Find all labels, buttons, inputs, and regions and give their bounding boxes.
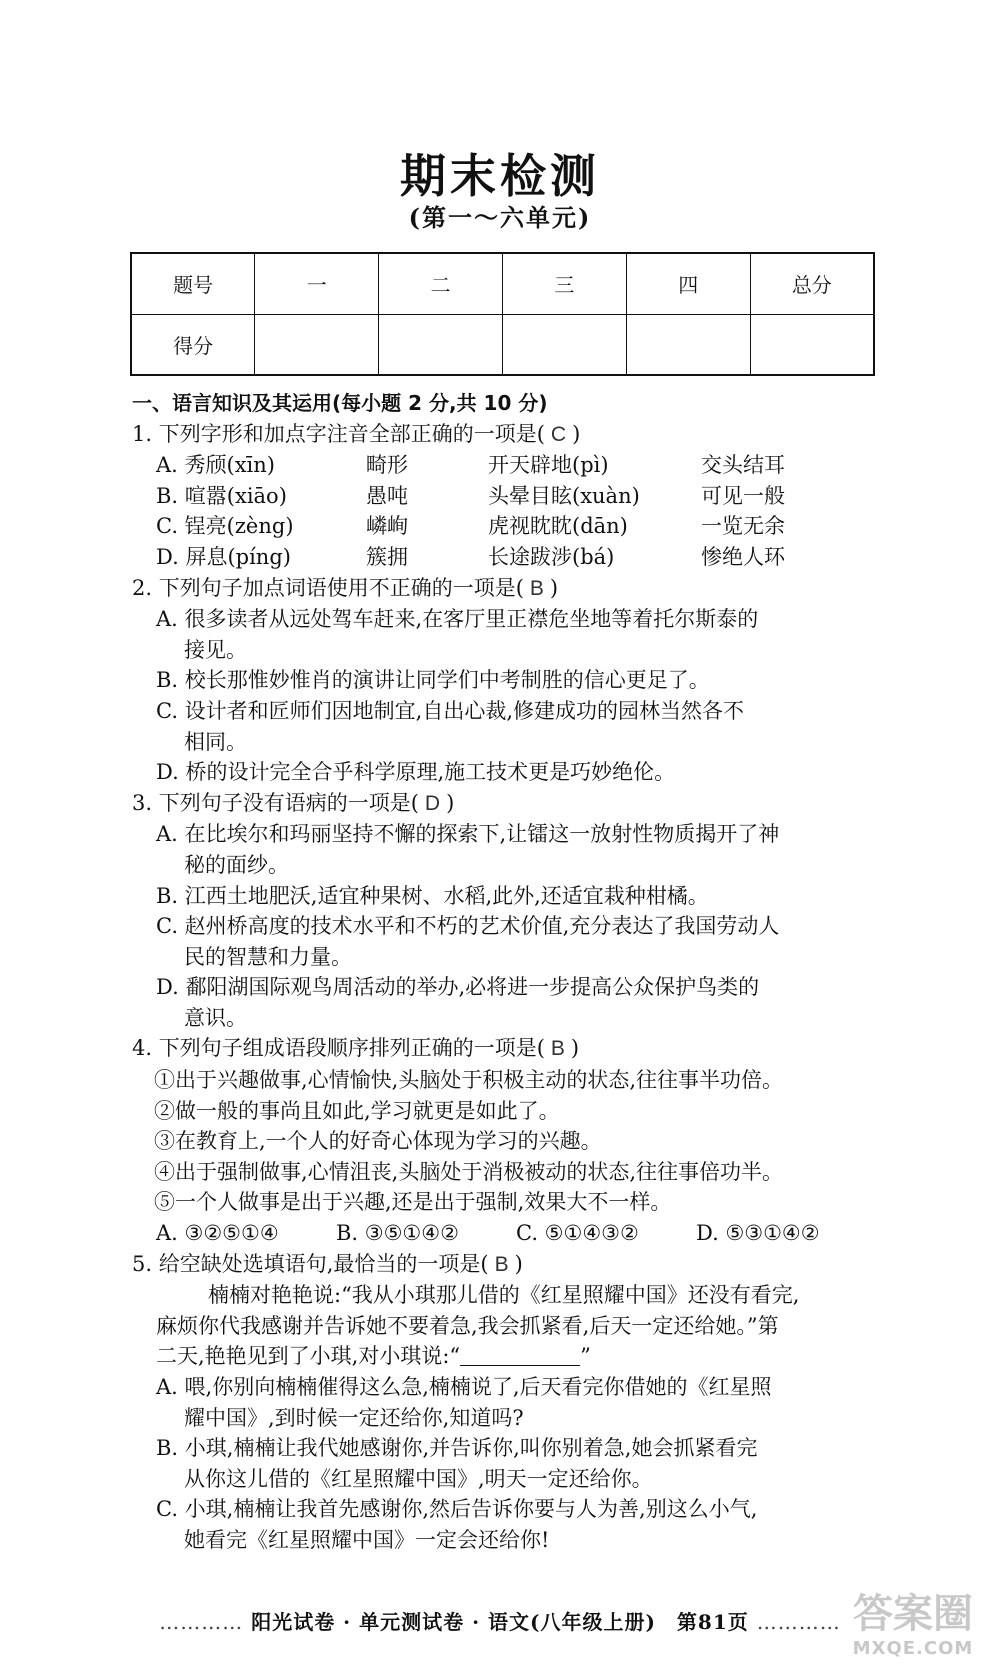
option-cell: A. 秀颀(xīn) [156, 453, 275, 478]
option-cell: 交头结耳 [701, 453, 785, 478]
score-table [130, 252, 875, 376]
score-table-header-row [131, 253, 874, 314]
score-input-cell[interactable] [750, 314, 874, 375]
stem-text: 5. 给空缺处选填语句,最恰当的一项是( [132, 1251, 489, 1276]
q3-option-d-cont: 意识。 [184, 1005, 247, 1030]
q2-option-c: C. 设计者和匠师们因地制宜,自出心裁,修建成功的园林当然各不 [156, 698, 745, 723]
q5-option-a: A. 喂,你别向楠楠催得这么急,楠楠说了,后天看完你借她的《红星照 [156, 1375, 772, 1399]
option-cell: 开天辟地(pì) [488, 453, 609, 478]
q1-option-row-a [132, 450, 882, 481]
q4-sentence-3: ③在教育上,一个人的好奇心体现为学习的兴趣。 [154, 1129, 602, 1154]
q2-option-c-cont: 相同。 [184, 729, 247, 754]
score-input-cell[interactable] [379, 314, 503, 375]
q3-option-d: D. 鄱阳湖国际观鸟周活动的举办,必将进一步提高公众保护鸟类的 [156, 975, 760, 1000]
option-cell: 可见一般 [701, 483, 785, 508]
stem-close: ) [549, 575, 559, 600]
answer-mark: B [550, 1037, 565, 1061]
stem-text: 1. 下列字形和加点字注音全部正确的一项是( [132, 421, 545, 446]
answer-mark: D [424, 791, 441, 815]
watermark-url: MXQE.COM [852, 1638, 974, 1659]
score-cell: 二 [379, 253, 503, 314]
score-cell: 总分 [750, 253, 874, 314]
q4-option: C. ⑤①④③② [516, 1221, 639, 1246]
option-cell: C. 锃亮(zèng) [156, 514, 294, 539]
question-1-stem [132, 419, 882, 451]
q3-option-c-cont: 民的智慧和力量。 [184, 944, 352, 969]
option-cell: D. 屏息(píng) [156, 544, 291, 569]
score-input-cell[interactable] [502, 314, 626, 375]
q5-passage-line-1: 楠楠对艳艳说:“我从小琪那儿借的《红星照耀中国》还没有看完, [208, 1283, 800, 1308]
score-input-cell[interactable] [626, 314, 750, 375]
option-cell: B. 喧嚣(xiāo) [156, 483, 287, 508]
page-title: 期末检测 [400, 149, 600, 203]
option-cell: 一览无余 [701, 514, 785, 539]
option-cell: 畸形 [366, 453, 408, 478]
q5-option-c: C. 小琪,楠楠让我首先感谢你,然后告诉你要与人为善,别这么小气, [156, 1497, 758, 1522]
watermark-text: 答案圈 [853, 1591, 973, 1637]
q5-passage-line-2: 麻烦你代我感谢并告诉她不要着急,我会抓紧看,后天一定还给她。”第 [156, 1313, 779, 1338]
q4-sentence-2: ②做一般的事尚且如此,学习就更是如此了。 [154, 1098, 560, 1123]
question-5-stem [132, 1249, 882, 1281]
stem-close: ) [570, 1036, 580, 1061]
stem-close: ) [514, 1251, 523, 1276]
q5-passage-line-3 [132, 1341, 882, 1372]
answer-blank[interactable] [460, 1345, 580, 1366]
answer-mark: C [550, 422, 567, 446]
footer-dots-right: ………… [756, 1610, 841, 1634]
q1-option-row-b [132, 481, 882, 512]
q1-option-row-c [132, 511, 882, 542]
stem-text: 2. 下列句子加点词语使用不正确的一项是( [132, 575, 524, 600]
question-2-stem [132, 573, 882, 605]
footer-dots-left: ………… [159, 1610, 244, 1634]
q4-options [132, 1218, 882, 1249]
score-input-cell[interactable] [255, 314, 379, 375]
answer-mark: B [529, 576, 544, 600]
q3-option-a: A. 在比埃尔和玛丽坚持不懈的探索下,让镭这一放射性物质揭开了神 [156, 822, 780, 847]
q4-sentence-4: ④出于强制做事,心情沮丧,头脑处于消极被动的状态,往往事倍功半。 [154, 1159, 784, 1184]
q3-option-b: B. 江西土地肥沃,适宜种果树、水稻,此外,还适宜栽种柑橘。 [156, 883, 709, 908]
exam-content [132, 388, 882, 1556]
score-cell: 三 [502, 253, 626, 314]
option-cell: 簇拥 [366, 544, 408, 569]
q2-option-a-cont: 接见。 [184, 637, 247, 662]
passage-text: 二天,艳艳见到了小琪,对小琪说:“ [156, 1344, 461, 1369]
section-heading: 一、语言知识及其运用(每小题 2 分,共 10 分) [132, 391, 548, 415]
score-cell: 四 [626, 253, 750, 314]
q5-option-a-cont: 耀中国》,到时候一定还给你,知道吗? [184, 1405, 524, 1430]
q2-option-b: B. 校长那惟妙惟肖的演讲让同学们中考制胜的信心更足了。 [156, 668, 710, 693]
q1-option-row-d [132, 542, 882, 573]
footer-text: 阳光试卷 · 单元测试卷 · 语文(八年级上册) 第81页 [251, 1610, 749, 1634]
watermark-logo [848, 1590, 978, 1670]
stem-text: 3. 下列句子没有语病的一项是( [132, 790, 419, 815]
score-cell: 一 [255, 253, 379, 314]
q4-option: A. ③②⑤①④ [156, 1221, 279, 1246]
q2-option-d: D. 桥的设计完全合乎科学原理,施工技术更是巧妙绝伦。 [156, 760, 676, 785]
stem-close: ) [446, 790, 455, 815]
option-cell: 虎视眈眈(dān) [488, 514, 628, 539]
q4-option: B. ③⑤①④② [336, 1221, 459, 1246]
passage-text: ” [580, 1344, 591, 1369]
q5-option-c-cont: 她看完《红星照耀中国》一定会还给你! [184, 1527, 550, 1552]
option-cell: 惨绝人环 [701, 544, 785, 569]
q3-option-a-cont: 秘的面纱。 [184, 852, 289, 877]
option-cell: 长途跋涉(bá) [488, 544, 615, 569]
q4-option: D. ⑤③①④② [696, 1221, 820, 1246]
stem-text: 4. 下列句子组成语段顺序排列正确的一项是( [132, 1036, 545, 1061]
option-cell: 嶙峋 [366, 514, 408, 539]
question-4-stem [132, 1033, 882, 1065]
q4-sentence-5: ⑤一个人做事是出于兴趣,还是出于强制,效果大不一样。 [154, 1190, 672, 1215]
page-subtitle: (第一～六单元) [408, 203, 592, 232]
option-cell: 头晕目眩(xuàn) [488, 483, 640, 508]
question-3-stem [132, 788, 882, 820]
q4-sentence-1: ①出于兴趣做事,心情愉快,头脑处于积极主动的状态,往往事半功倍。 [154, 1068, 784, 1093]
score-cell: 得分 [131, 314, 255, 375]
score-cell: 题号 [131, 253, 255, 314]
answer-mark: B [494, 1252, 509, 1276]
q5-option-b: B. 小琪,楠楠让我代她感谢你,并告诉你,叫你别着急,她会抓紧看完 [156, 1436, 758, 1461]
option-cell: 愚吨 [366, 483, 408, 508]
q5-option-b-cont: 从你这儿借的《红星照耀中国》,明天一定还给你。 [184, 1466, 653, 1491]
q3-option-c: C. 赵州桥高度的技术水平和不朽的艺术价值,充分表达了我国劳动人 [156, 914, 780, 939]
score-table-score-row [131, 314, 874, 375]
stem-close: ) [572, 421, 581, 446]
q2-option-a: A. 很多读者从远处驾车赶来,在客厅里正襟危坐地等着托尔斯泰的 [156, 607, 759, 632]
